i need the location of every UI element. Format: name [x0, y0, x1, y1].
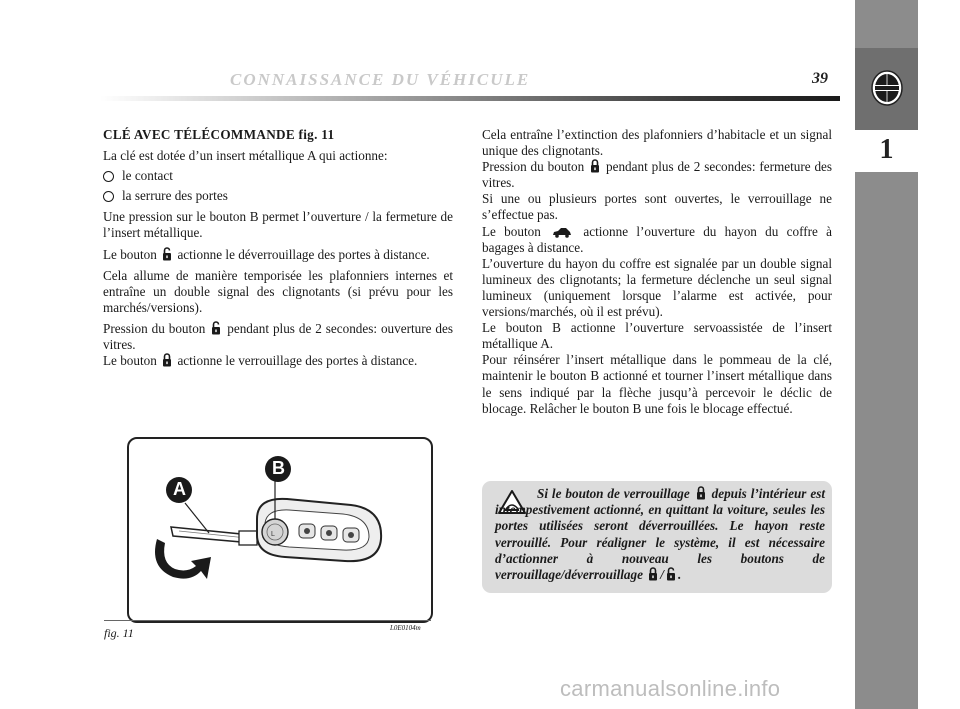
bullet-item: [103, 188, 453, 204]
car-trunk-icon: [552, 227, 572, 238]
paragraph: [482, 159, 832, 191]
lock-icon: [590, 159, 600, 173]
chapter-number: 1: [879, 134, 894, 165]
warning-text-part: Si le bouton de verrouillage: [537, 486, 690, 501]
side-tab-chapter: [855, 130, 918, 172]
paragraph: Si une ou plusieurs portes sont ouvertes, le verrouillage ne s’effectue pas.: [482, 191, 832, 223]
paragraph-text: Pression du bouton: [482, 159, 585, 175]
paragraph: [103, 247, 453, 263]
figure-label: fig. 11: [104, 626, 134, 640]
paragraph-text: pendant plus de 2 secondes: ouverture des vitres.: [103, 320, 454, 353]
bullet-item: [103, 168, 453, 184]
warning-text-part: .: [677, 567, 682, 583]
bullet-text: le contact: [122, 168, 173, 184]
paragraph: [103, 321, 453, 353]
paragraph: Le bouton B actionne l’ouverture servoassistée de l’insert métallique A.: [482, 320, 832, 352]
section-heading: CLÉ AVEC TÉLÉCOMMANDE fig. 11: [103, 127, 335, 142]
watermark: carmanualsonline.info: [560, 676, 781, 701]
intro-text: La clé est dotée d’un insert métallique A qui actionne:: [103, 148, 388, 164]
right-column: [482, 127, 832, 417]
paragraph-text: actionne l’ouverture du hayon du coffre à bagages à distance.: [482, 223, 833, 255]
unlock-icon: [211, 321, 221, 335]
lock-icon: [162, 353, 172, 367]
paragraph-text: pendant plus de 2 secondes: fermeture des vitres.: [482, 159, 833, 191]
paragraph: Cela entraîne l’extinction des plafonniers d’habitacle et un signal unique des clignotants.: [482, 127, 832, 159]
paragraph-text: actionne le déverrouillage des portes à distance.: [177, 246, 430, 262]
paragraph: Pour réinsérer l’insert métallique dans le pommeau de la clé, maintenir le bouton B actionné et tourner l’insert métallique dans le sens indiqué par la flèche jusqu’à percevoir le déclic de blocage. Relâcher le bouton B une fois le blocage effectué.: [482, 352, 832, 416]
paragraph: [103, 353, 453, 369]
paragraph-text: Le bouton: [103, 353, 157, 369]
page-number: 39: [812, 70, 828, 87]
rotation-arrow-icon: [155, 539, 211, 579]
bullet-circle-icon: [103, 191, 114, 202]
lock-icon: [696, 486, 706, 500]
figure-code: L0E0104m: [390, 624, 421, 632]
paragraph: Une pression sur le bouton B permet l’ouverture / la fermeture de l’insert métallique.: [103, 209, 453, 241]
paragraph: [482, 224, 832, 256]
lock-icon: [648, 567, 658, 581]
header-rule: [100, 96, 840, 101]
button-b: [262, 519, 288, 545]
warning-text: [495, 486, 825, 583]
figure-frame: [127, 437, 433, 623]
paragraph-text: Le bouton: [103, 246, 157, 262]
figure-rule: [104, 620, 431, 621]
header-title: CONNAISSANCE DU VÉHICULE: [230, 70, 531, 89]
unlock-icon: [666, 567, 676, 581]
callout-b-label: B: [272, 458, 285, 478]
warning-text-part: /: [660, 567, 664, 583]
paragraph: L’ouverture du hayon du coffre est signalée par un double signal lumineux des clignotants; la fermeture déclenche un seul signal lumineux (uniquement lorsque l’alarme est activée, pour versions/marchés, où il est prévu).: [482, 255, 832, 320]
unlock-icon: [162, 247, 172, 261]
left-column: [103, 127, 453, 369]
paragraph-text: Le bouton: [482, 223, 541, 239]
bullet-circle-icon: [103, 171, 114, 182]
callout-a-label: A: [173, 479, 186, 499]
bullet-text: la serrure des portes: [122, 188, 228, 204]
paragraph-text: actionne le verrouillage des portes à distance.: [177, 353, 418, 369]
lancia-logo-icon: [870, 68, 904, 108]
paragraph: Cela allume de manière temporisée les plafonniers internes et entraîne un double signal des clignotants (si prévu pour les marchés/versions).: [103, 267, 453, 315]
svg-text:L: L: [271, 531, 275, 538]
paragraph-text: Pression du bouton: [103, 320, 206, 336]
warning-text-part: depuis l’intérieur est intempestivement actionné, en quittant la voiture, seules les portes utilisées seront déverrouillées. Le hayon reste verrouillé. Pour réaligner le système, il est nécessaire d’actionner à nouveau les boutons de verrouillage/déverrouillage: [495, 486, 825, 583]
